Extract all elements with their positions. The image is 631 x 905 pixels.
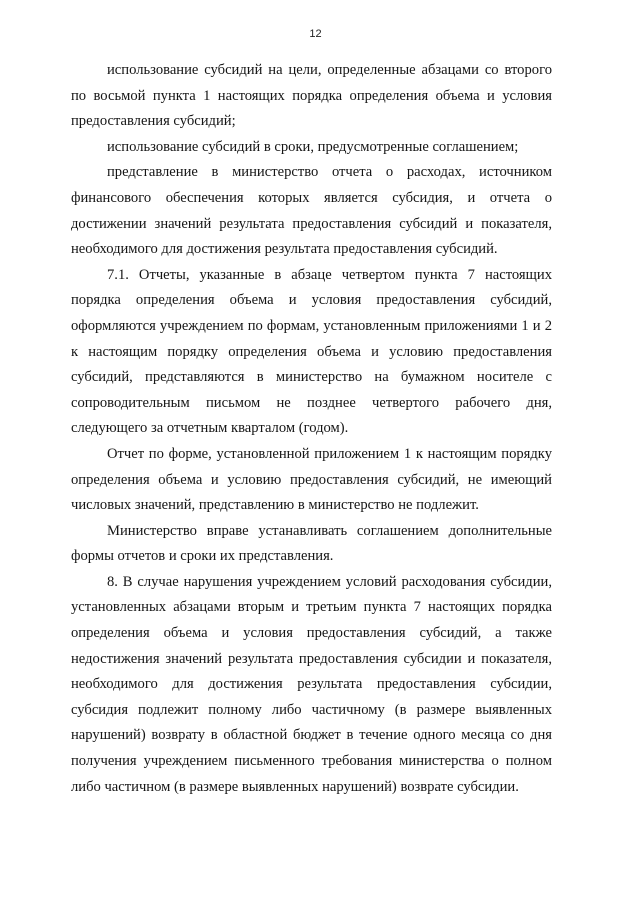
- paragraph-8: 8. В случае нарушения учреждением условий расходования субсидии, установленных абзацами вторым и третьим пункта 7 настоящих порядка определения объема и условия предоставления субсидий, а также недостижения значений результата предоставления субсидии и показателя, необходимого для достижения результата предоставления субсидии, субсидия подлежит полному либо частичному (в размере выявленных нарушений) возврату в областной бюджет в течение одного месяца со дня получения учреждением письменного требования министерства о полном либо частичном (в размере выявленных нарушений) возврате субсидии.: [71, 573, 552, 795]
- document-body: [71, 58, 552, 800]
- page-number: 12: [309, 28, 322, 40]
- paragraph-subsidy-purpose: использование субсидий на цели, определенные абзацами со второго по восьмой пункта 1 настоящих порядка определения объема и условия предоставления субсидий;: [71, 62, 552, 130]
- paragraph-ministry-rights: Министерство вправе устанавливать соглашением дополнительные формы отчетов и сроки их представления.: [71, 522, 552, 565]
- paragraph-report-form: Отчет по форме, установленной приложением 1 к настоящим порядку определения объема и условию предоставления субсидий, не имеющий числовых значений, представлению в министерство не подлежит.: [71, 445, 552, 514]
- paragraph-subsidy-terms: использование субсидий в сроки, предусмотренные соглашением;: [107, 138, 519, 155]
- paragraph-reporting: представление в министерство отчета о расходах, источником финансового обеспечения которых является субсидия, и отчета о достижении значений результата предоставления субсидий и показателя, необходимого для достижения результата предоставления субсидий.: [71, 164, 552, 258]
- paragraph-7-1: 7.1. Отчеты, указанные в абзаце четвертом пункта 7 настоящих порядка определения объема и условия предоставления субсидий, оформляются учреждением по формам, установленным приложениями 1 и 2 к настоящим порядку определения объема и условию предоставления субсидий, представляются в министерство на бумажном носителе с сопроводительным письмом не позднее четвертого рабочего дня, следующего за отчетным кварталом (годом).: [71, 266, 552, 437]
